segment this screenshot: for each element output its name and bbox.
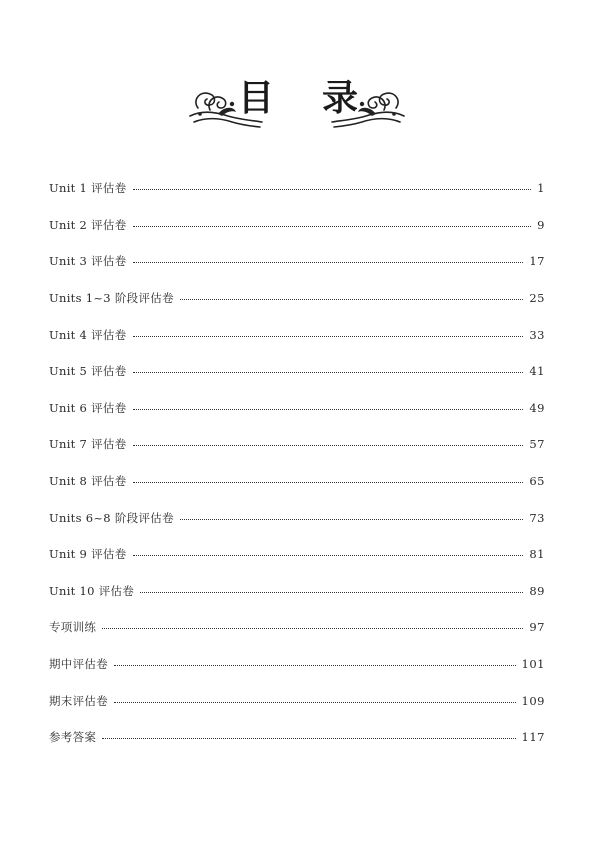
toc-entry-label: Unit 7 评估卷 bbox=[49, 437, 127, 452]
table-of-contents bbox=[49, 170, 545, 756]
dot-leader bbox=[114, 692, 516, 710]
toc-entry-unit-1[interactable] bbox=[49, 170, 545, 207]
dot-leader bbox=[133, 435, 524, 453]
toc-entry-midterm[interactable] bbox=[49, 646, 545, 683]
dot-leader bbox=[133, 326, 524, 344]
toc-entry-page: 17 bbox=[529, 254, 545, 269]
dot-leader bbox=[133, 216, 532, 234]
toc-entry-label: Unit 10 评估卷 bbox=[49, 583, 135, 598]
toc-entry-page: 57 bbox=[529, 437, 545, 452]
dot-leader bbox=[133, 179, 532, 197]
title-char-2: 录 bbox=[322, 78, 359, 119]
toc-entry-page: 41 bbox=[529, 364, 545, 379]
dot-leader bbox=[180, 289, 523, 307]
toc-entry-page: 73 bbox=[529, 510, 545, 525]
toc-entry-label: Unit 1 评估卷 bbox=[49, 181, 127, 196]
toc-entry-units-1-3[interactable] bbox=[49, 280, 545, 317]
dot-leader bbox=[140, 582, 523, 600]
dot-leader bbox=[133, 472, 524, 490]
toc-entry-label: Unit 9 评估卷 bbox=[49, 547, 127, 562]
toc-entry-unit-2[interactable] bbox=[49, 207, 545, 244]
toc-entry-page: 9 bbox=[537, 217, 545, 232]
wave-ornament-icon bbox=[330, 86, 406, 128]
dot-leader bbox=[133, 399, 524, 417]
toc-entry-unit-8[interactable] bbox=[49, 463, 545, 500]
toc-entry-unit-7[interactable] bbox=[49, 426, 545, 463]
toc-entry-unit-5[interactable] bbox=[49, 353, 545, 390]
toc-entry-unit-9[interactable] bbox=[49, 536, 545, 573]
dot-leader bbox=[133, 545, 524, 563]
dot-leader bbox=[102, 728, 515, 746]
title-char-1: 目 bbox=[238, 78, 275, 119]
toc-entry-page: 81 bbox=[529, 547, 545, 562]
toc-entry-unit-4[interactable] bbox=[49, 316, 545, 353]
toc-entry-label: Unit 6 评估卷 bbox=[49, 400, 127, 415]
toc-entry-label: Unit 3 评估卷 bbox=[49, 254, 127, 269]
dot-leader bbox=[180, 509, 523, 527]
toc-entry-units-6-8[interactable] bbox=[49, 499, 545, 536]
toc-entry-label: Units 6~8 阶段评估卷 bbox=[49, 510, 174, 525]
toc-entry-label: Unit 5 评估卷 bbox=[49, 364, 127, 379]
toc-entry-page: 65 bbox=[529, 474, 545, 489]
toc-entry-label: 参考答案 bbox=[49, 730, 97, 745]
page-header bbox=[0, 78, 596, 128]
toc-entry-page: 109 bbox=[521, 693, 545, 708]
toc-entry-label: 期末评估卷 bbox=[49, 693, 108, 708]
toc-entry-label: 专项训练 bbox=[49, 620, 97, 635]
toc-entry-page: 1 bbox=[537, 181, 545, 196]
toc-entry-label: 期中评估卷 bbox=[49, 657, 108, 672]
dot-leader bbox=[102, 618, 523, 636]
dot-leader bbox=[133, 252, 524, 270]
toc-entry-page: 25 bbox=[529, 291, 545, 306]
toc-entry-label: Unit 4 评估卷 bbox=[49, 327, 127, 342]
toc-entry-answers[interactable] bbox=[49, 719, 545, 756]
toc-entry-unit-10[interactable] bbox=[49, 573, 545, 610]
dot-leader bbox=[133, 362, 524, 380]
dot-leader bbox=[114, 655, 516, 673]
toc-entry-page: 33 bbox=[529, 327, 545, 342]
toc-entry-page: 101 bbox=[521, 657, 545, 672]
toc-entry-unit-6[interactable] bbox=[49, 390, 545, 427]
toc-entry-label: Units 1~3 阶段评估卷 bbox=[49, 291, 174, 306]
toc-entry-unit-3[interactable] bbox=[49, 243, 545, 280]
toc-entry-page: 117 bbox=[521, 730, 545, 745]
toc-entry-page: 89 bbox=[529, 583, 545, 598]
toc-entry-page: 49 bbox=[529, 400, 545, 415]
toc-entry-label: Unit 8 评估卷 bbox=[49, 474, 127, 489]
toc-entry-special-training[interactable] bbox=[49, 609, 545, 646]
toc-entry-page: 97 bbox=[529, 620, 545, 635]
toc-entry-final[interactable] bbox=[49, 682, 545, 719]
toc-entry-label: Unit 2 评估卷 bbox=[49, 217, 127, 232]
